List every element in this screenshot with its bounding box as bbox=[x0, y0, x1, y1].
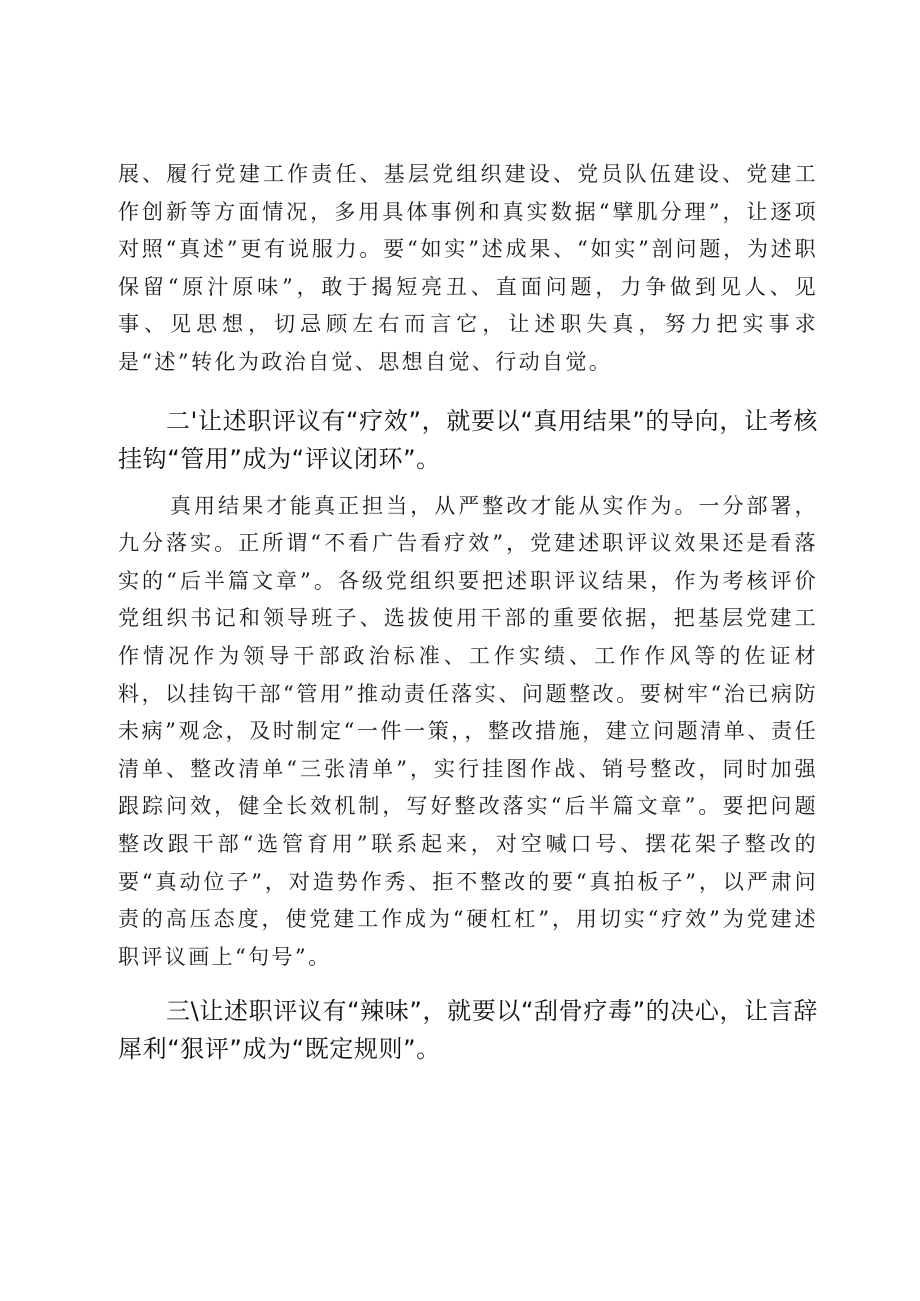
body-paragraph-1: 展、履行党建工作责任、基层党组织建设、党员队伍建设、党建工作创新等方面情况，多用具体事例和真实数据“擘肌分理”，让逐项对照“真述”更有说服力。要“如实”述成果、“如实”剖问题，为述职保留“原汁原味”，敢于揭短亮丑、直面问题，力争做到见人、见事、见思想，切忌顾左右而言它，让述职失真，努力把实事求是“述”转化为政治自觉、思想自觉、行动自觉。 bbox=[118, 162, 818, 374]
section-heading-3: 三\让述职评议有“辣味”，就要以“刮骨疗毒”的决心，让言辞犀利“狠评”成为“既定规则”。 bbox=[118, 997, 818, 1064]
body-paragraph-2: 真用结果才能真正担当，从严整改才能从实作为。一分部署，九分落实。正所谓“不看广告看疗效”，党建述职评议效果还是看落实的“后半篇文章”。各级党组织要把述职评议结果，作为考核评价党组织书记和领导班子、选拔使用干部的重要依据，把基层党建工作情况作为领导干部政治标准、工作实绩、工作作风等的佐证材料，以挂钩干部“管用”推动责任落实、问题整改。要树牢“治已病防未病”观念，及时制定“一件一策，，整改措施，建立问题清单、责任清单、整改清单“三张清单”，实行挂图作战、销号整改，同时加强跟踪问效，健全长效机制，写好整改落实“后半篇文章”。要把问题整改跟干部“选管育用”联系起来，对空喊口号、摆花架子整改的要“真动位子”，对造势作秀、拒不整改的要“真拍板子”，以严肃问责的高压态度，使党建工作成为“硬杠杠”，用切实“疗效”为党建述职评议画上“句号”。 bbox=[118, 493, 818, 969]
section-heading-2: 二'让述职评议有“疗效”，就要以“真用结果”的导向，让考核挂钩“管用”成为“评议闭环”。 bbox=[118, 406, 818, 473]
document-body bbox=[118, 156, 818, 1068]
